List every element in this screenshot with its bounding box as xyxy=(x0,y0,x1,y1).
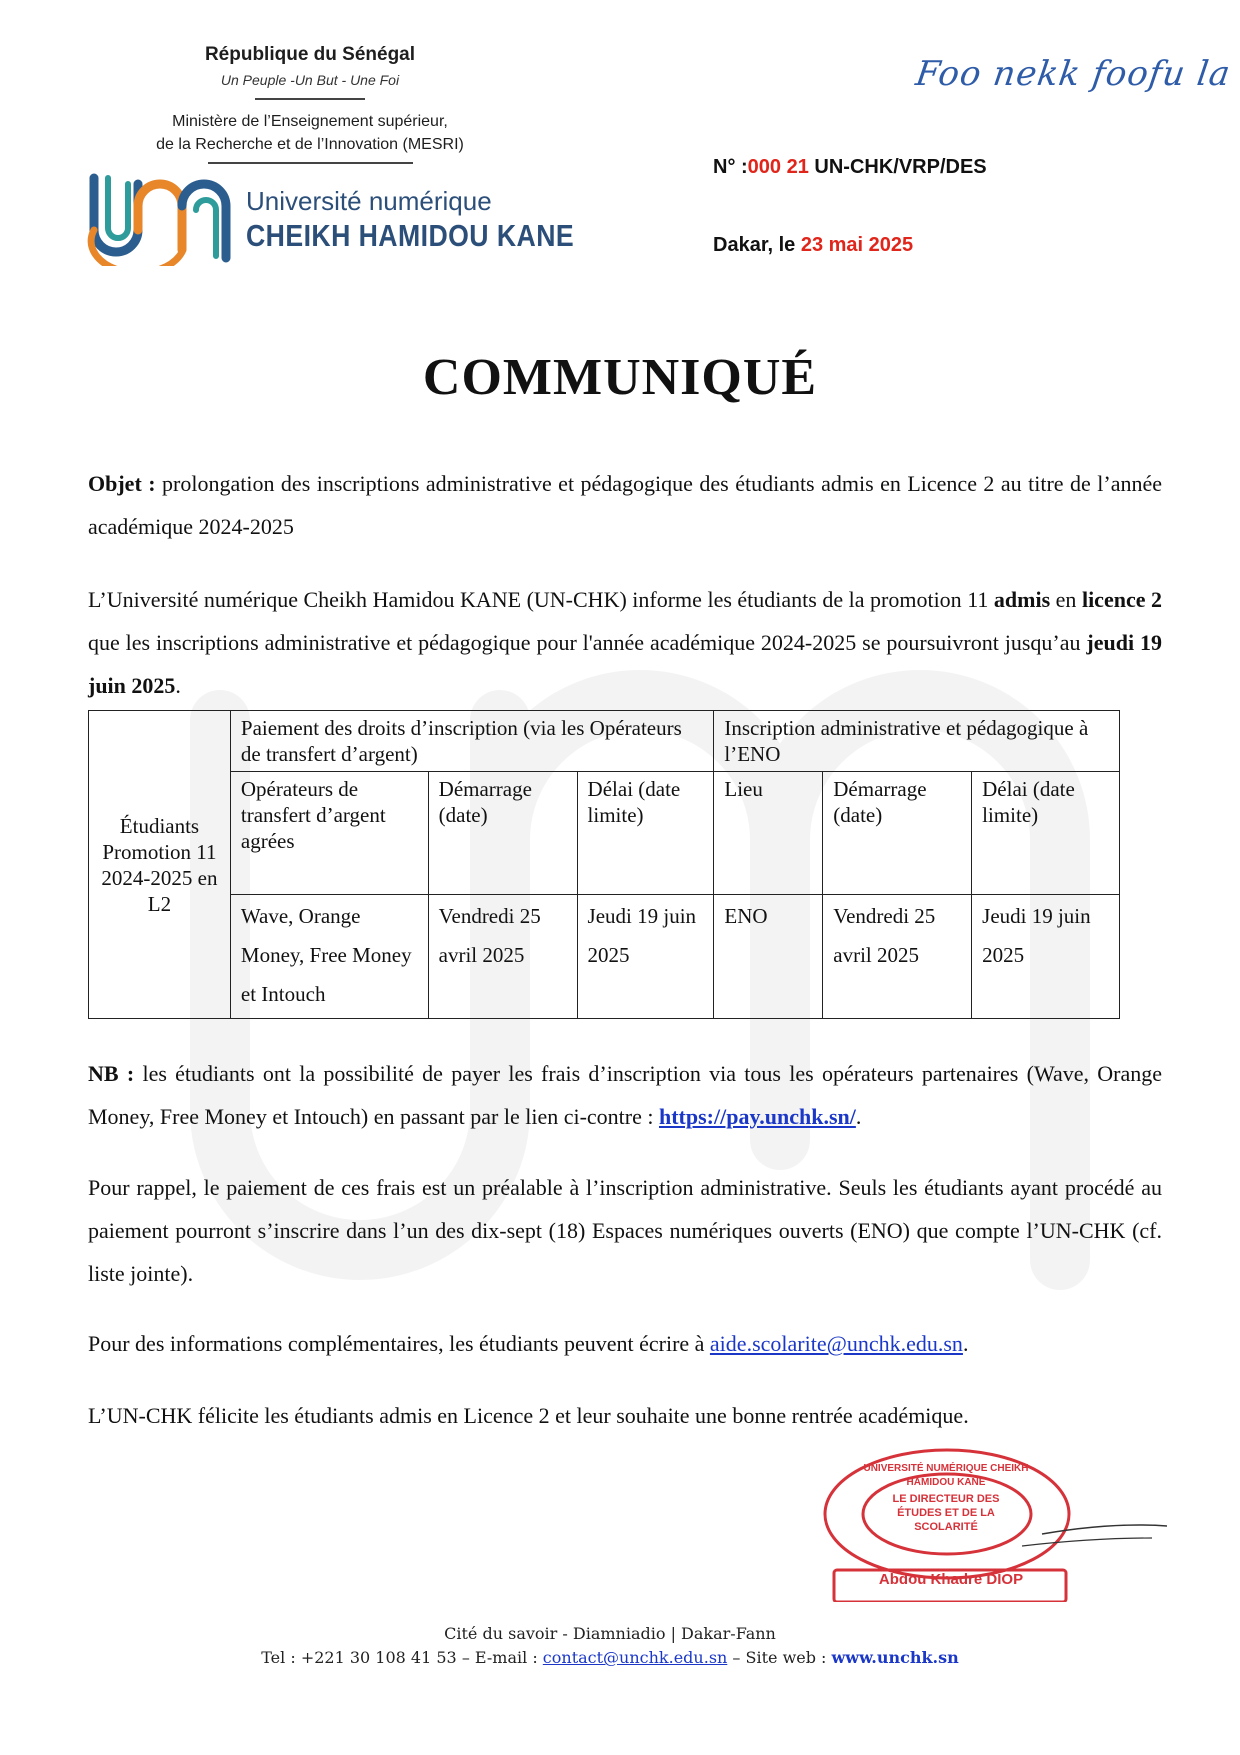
document-title: COMMUNIQUÉ xyxy=(422,349,818,406)
footer-address: Cité du savoir - Diamniadio | Dakar-Fann xyxy=(444,1624,776,1643)
column-header: Délai (date limite) xyxy=(972,772,1120,895)
payment-link[interactable]: https://pay.unchk.sn/ xyxy=(659,1104,856,1129)
object-label: Objet : xyxy=(88,471,156,496)
university-name-line1: Université numérique xyxy=(246,186,492,216)
footer-web-label: – Site web : xyxy=(727,1648,832,1667)
info-paragraph xyxy=(88,1322,1162,1365)
nb-text: les étudiants ont la possibilité de payer les frais d’inscription via tous les opérateurs partenaires (Wave, Orange Money, Free Money et Intouch) en passant par le lien ci-contre : xyxy=(88,1061,1162,1129)
intro-text: L’Université numérique Cheikh Hamidou KANE (UN-CHK) informe les étudiants de la promotion 11 xyxy=(88,587,994,612)
table-cell: Vendredi 25 avril 2025 xyxy=(823,895,972,1019)
dateline-date: 23 mai 2025 xyxy=(800,234,914,256)
dateline-place: Dakar, le xyxy=(713,234,801,256)
nb-paragraph xyxy=(88,1052,1162,1138)
column-header: Lieu xyxy=(714,772,823,895)
intro-bold-admis: admis xyxy=(993,587,1051,612)
table-cell: Vendredi 25 avril 2025 xyxy=(428,895,577,1019)
government-header xyxy=(140,44,480,164)
intro-bold-licence: licence 2 xyxy=(1081,587,1162,612)
reference-code: 000 21 xyxy=(747,156,809,178)
nb-end: . xyxy=(855,1104,862,1129)
support-email-link[interactable]: aide.scolarite@unchk.edu.sn xyxy=(709,1331,963,1356)
column-header: Démarrage (date) xyxy=(428,772,577,895)
row-header: Étudiants Promotion 11 2024-2025 en L2 xyxy=(89,711,231,1019)
slogan: Foo nekk foofu la xyxy=(913,54,1234,94)
intro-text: en xyxy=(1050,587,1082,612)
info-end: . xyxy=(962,1331,969,1356)
stamp-center-text: LE DIRECTEUR DES ÉTUDES ET DE LA SCOLARITÉ xyxy=(892,1493,1000,1533)
university-logo-icon xyxy=(84,170,244,266)
object-paragraph xyxy=(88,462,1162,548)
national-motto: Un Peuple -Un But - Une Foi xyxy=(220,72,400,88)
column-header: Délai (date limite) xyxy=(577,772,714,895)
footer-contact xyxy=(0,1646,1220,1670)
dateline xyxy=(713,234,913,257)
divider xyxy=(255,98,365,100)
ministry-name-line1: Ministère de l’Enseignement supérieur, xyxy=(172,113,448,130)
intro-text: que les inscriptions administrative et pédagogique pour l'année académique 2024-2025 se poursuivront jusqu’au xyxy=(88,630,1087,655)
reference-prefix: N° : xyxy=(713,156,748,178)
table-row xyxy=(89,711,1120,772)
reference-number xyxy=(713,156,987,179)
table-row xyxy=(89,772,1120,895)
university-name-line2: CHEIKH HAMIDOU KANE xyxy=(246,218,575,253)
registration-schedule-table xyxy=(88,710,1120,1019)
table-cell: ENO xyxy=(714,895,823,1019)
table-row xyxy=(89,895,1120,1019)
divider xyxy=(208,162,413,164)
table-cell: Jeudi 19 juin 2025 xyxy=(972,895,1120,1019)
footer xyxy=(0,1622,1220,1670)
reminder-paragraph: Pour rappel, le paiement de ces frais est un préalable à l’inscription administrative. Seuls les étudiants ayant procédé au paiement pourront s’inscrire dans l’un des dix-sept (18) Espaces numériques ouverts (ENO) que compte l’UN-CHK (cf. liste jointe). xyxy=(88,1175,1162,1286)
intro-bold-deadline: jeudi 19 juin 2025 xyxy=(88,630,1162,698)
reference-suffix: UN-CHK/VRP/DES xyxy=(808,156,987,178)
group-header-payment: Paiement des droits d’inscription (via les Opérateurs de transfert d’argent) xyxy=(230,711,713,772)
ministry-name-line2: de la Recherche et de l’Innovation (MESRI) xyxy=(156,136,464,153)
group-header-registration: Inscription administrative et pédagogique à l’ENO xyxy=(714,711,1120,772)
nb-label: NB : xyxy=(88,1061,135,1086)
stamp-name: Abdou Khadre DIOP xyxy=(878,1571,1024,1588)
object-text: prolongation des inscriptions administrative et pédagogique des étudiants admis en Licence 2 au titre de l’année académique 2024-2025 xyxy=(88,471,1162,539)
info-text: Pour des informations complémentaires, les étudiants peuvent écrire à xyxy=(88,1331,710,1356)
column-header: Opérateurs de transfert d’argent agrées xyxy=(230,772,428,895)
intro-text: . xyxy=(175,673,181,698)
column-header: Démarrage (date) xyxy=(823,772,972,895)
footer-tel: Tel : +221 30 108 41 53 – E-mail : xyxy=(261,1648,543,1667)
table-cell: Jeudi 19 juin 2025 xyxy=(577,895,714,1019)
intro-paragraph xyxy=(88,578,1162,707)
footer-email-link[interactable]: contact@unchk.edu.sn xyxy=(542,1648,728,1667)
table-cell: Wave, Orange Money, Free Money et Intouch xyxy=(230,895,428,1019)
stamp-ring-text: UNIVERSITÉ NUMÉRIQUE CHEIKH HAMIDOU KANE xyxy=(863,1463,1029,1488)
country-name: République du Sénégal xyxy=(204,44,416,65)
closing-paragraph: L’UN-CHK félicite les étudiants admis en Licence 2 et leur souhaite une bonne rentrée académique. xyxy=(88,1403,969,1428)
footer-website-link[interactable]: www.unchk.sn xyxy=(831,1648,959,1667)
